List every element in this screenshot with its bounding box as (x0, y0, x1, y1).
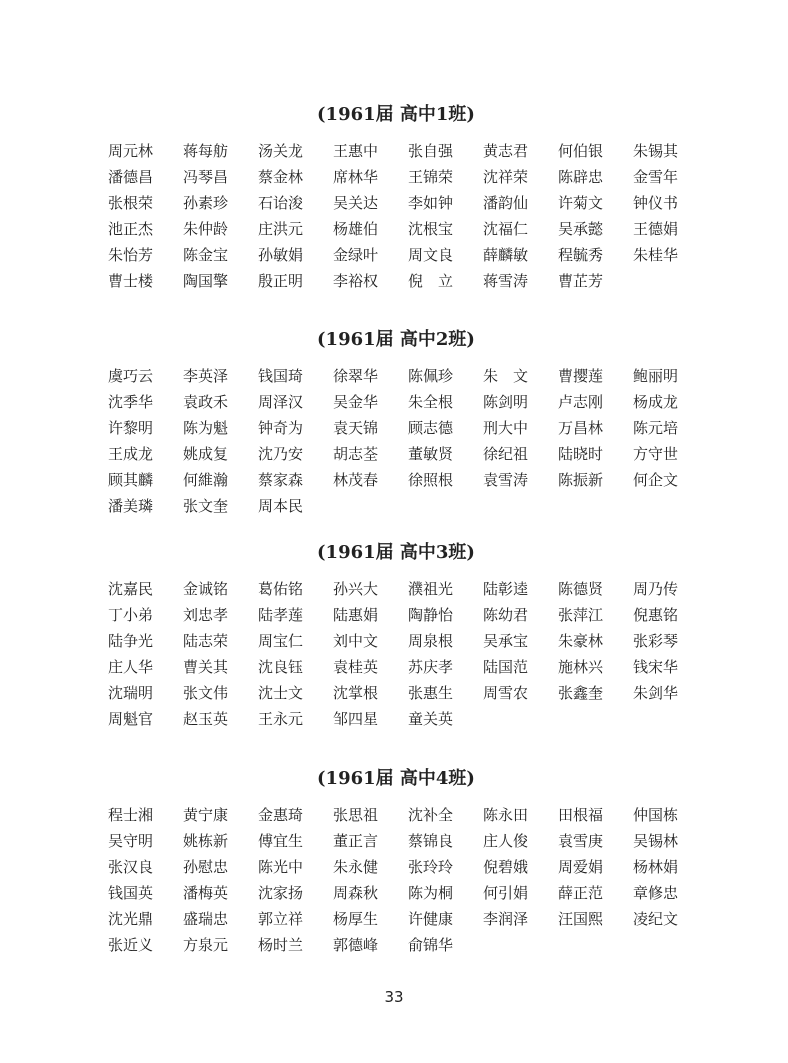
student-name: 鲍丽明 (633, 367, 679, 385)
student-name: 陶静怡 (408, 606, 454, 624)
student-name: 汪国熙 (558, 910, 604, 928)
student-name: 冯琴昌 (183, 168, 229, 186)
student-name: 胡志荃 (333, 445, 379, 463)
class-section-1 (0, 100, 788, 290)
name-grid (108, 363, 708, 519)
section-title: (1961届 高中1班) (317, 104, 475, 125)
student-name: 张玲玲 (408, 858, 454, 876)
student-name: 周元林 (108, 142, 154, 160)
student-name: 姚成复 (183, 445, 229, 463)
student-name: 徐照根 (408, 471, 454, 489)
student-name: 陆彰逵 (483, 580, 529, 598)
student-name: 朱桂华 (633, 246, 679, 264)
student-name: 张鑫奎 (558, 684, 604, 702)
student-name: 傅宜生 (258, 832, 304, 850)
student-name: 方泉元 (183, 936, 229, 954)
student-name: 倪惠铭 (633, 606, 679, 624)
student-name: 杨厚生 (333, 910, 379, 928)
student-name: 童关英 (408, 710, 454, 728)
student-name: 吴承宝 (483, 632, 529, 650)
student-name: 曹关其 (183, 658, 229, 676)
student-name: 庄人华 (108, 658, 154, 676)
student-name: 方守世 (633, 445, 679, 463)
student-name: 沈根宝 (408, 220, 454, 238)
student-name: 金惠琦 (258, 806, 304, 824)
student-name: 仲国栋 (633, 806, 679, 824)
student-name: 沈祥荣 (483, 168, 529, 186)
student-name: 倪碧娥 (483, 858, 529, 876)
section-title: (1961届 高中2班) (317, 329, 475, 350)
student-name: 朱仲龄 (183, 220, 229, 238)
student-name: 程毓秀 (558, 246, 604, 264)
student-name: 施林兴 (558, 658, 604, 676)
student-name: 杨林娟 (633, 858, 679, 876)
class-section-4 (0, 764, 788, 954)
student-name: 凌纪文 (633, 910, 679, 928)
student-name: 杨成龙 (633, 393, 679, 411)
student-name: 赵玉英 (183, 710, 229, 728)
name-grid (108, 802, 708, 958)
student-name: 陆孝莲 (258, 606, 304, 624)
student-name: 卢志刚 (558, 393, 604, 411)
student-name: 袁桂英 (333, 658, 379, 676)
student-name: 袁雪庚 (558, 832, 604, 850)
student-name: 金雪年 (633, 168, 679, 186)
student-name: 杨雄伯 (333, 220, 379, 238)
student-name: 袁雪涛 (483, 471, 529, 489)
student-name: 郭德峰 (333, 936, 379, 954)
student-name: 倪 立 (408, 272, 454, 290)
student-name: 徐翠华 (333, 367, 379, 385)
student-name: 吴承懿 (558, 220, 604, 238)
student-name: 金诚铭 (183, 580, 229, 598)
student-name: 朱 文 (483, 367, 529, 385)
student-name: 曹芷芳 (558, 272, 604, 290)
student-name: 陈辟忠 (558, 168, 604, 186)
student-name: 黄宁康 (183, 806, 229, 824)
student-name: 许菊文 (558, 194, 604, 212)
student-name: 潘美璘 (108, 497, 154, 515)
student-name: 钱国英 (108, 884, 154, 902)
student-name: 朱豪林 (558, 632, 604, 650)
page-number: 33 (384, 988, 404, 1006)
student-name: 王德娟 (633, 220, 679, 238)
student-name: 薛正范 (558, 884, 604, 902)
student-name: 钟奇为 (258, 419, 304, 437)
student-name: 陆国范 (483, 658, 529, 676)
student-name: 李润泽 (483, 910, 529, 928)
student-name: 许健康 (408, 910, 454, 928)
student-name: 陈光中 (258, 858, 304, 876)
student-name: 杨时兰 (258, 936, 304, 954)
student-name: 俞锦华 (408, 936, 454, 954)
student-name: 陈元培 (633, 419, 679, 437)
name-grid (108, 576, 708, 732)
student-name: 庄人俊 (483, 832, 529, 850)
student-name: 蒋每舫 (183, 142, 229, 160)
student-name: 朱全根 (408, 393, 454, 411)
student-name: 何企文 (633, 471, 679, 489)
student-name: 沈瑞明 (108, 684, 154, 702)
student-name: 刑大中 (483, 419, 529, 437)
student-name: 沈掌根 (333, 684, 379, 702)
student-name: 蔡金林 (258, 168, 304, 186)
student-name: 沈光鼎 (108, 910, 154, 928)
student-name: 周魁官 (108, 710, 154, 728)
student-name: 吴锡林 (633, 832, 679, 850)
student-name: 孙敏娟 (258, 246, 304, 264)
student-name: 潘梅英 (183, 884, 229, 902)
student-name: 朱锡其 (633, 142, 679, 160)
student-name: 吴守明 (108, 832, 154, 850)
student-name: 陈剑明 (483, 393, 529, 411)
student-name: 张文伟 (183, 684, 229, 702)
student-name: 王成龙 (108, 445, 154, 463)
student-name: 袁政禾 (183, 393, 229, 411)
student-name: 万昌林 (558, 419, 604, 437)
student-name: 孙素珍 (183, 194, 229, 212)
student-name: 陈永田 (483, 806, 529, 824)
student-name: 沈嘉民 (108, 580, 154, 598)
student-name: 程士湘 (108, 806, 154, 824)
student-name: 周泉根 (408, 632, 454, 650)
student-name: 庄洪元 (258, 220, 304, 238)
student-name: 周泽汉 (258, 393, 304, 411)
student-name: 周爱娟 (558, 858, 604, 876)
student-name: 潘德昌 (108, 168, 154, 186)
student-name: 吴金华 (333, 393, 379, 411)
student-name: 陆志荣 (183, 632, 229, 650)
student-name: 钱国琦 (258, 367, 304, 385)
student-name: 王惠中 (333, 142, 379, 160)
student-name: 席林华 (333, 168, 379, 186)
student-name: 章修忠 (633, 884, 679, 902)
student-name: 沈乃安 (258, 445, 304, 463)
student-name: 何維瀚 (183, 471, 229, 489)
student-name: 陶国擎 (183, 272, 229, 290)
student-name: 王锦荣 (408, 168, 454, 186)
student-name: 蔡锦良 (408, 832, 454, 850)
student-name: 盛瑞忠 (183, 910, 229, 928)
student-name: 薛麟敏 (483, 246, 529, 264)
student-name: 潘韵仙 (483, 194, 529, 212)
student-name: 姚栋新 (183, 832, 229, 850)
student-name: 虞巧云 (108, 367, 154, 385)
student-name: 陈幼君 (483, 606, 529, 624)
student-name: 袁天锦 (333, 419, 379, 437)
student-name: 钟仪书 (633, 194, 679, 212)
student-name: 曹撄莲 (558, 367, 604, 385)
student-name: 池正杰 (108, 220, 154, 238)
student-name: 张近义 (108, 936, 154, 954)
student-name: 张惠生 (408, 684, 454, 702)
student-name: 蒋雪涛 (483, 272, 529, 290)
student-name: 孙慰忠 (183, 858, 229, 876)
student-name: 顾志德 (408, 419, 454, 437)
student-name: 何伯银 (558, 142, 604, 160)
section-title: (1961届 高中4班) (317, 768, 475, 789)
student-name: 李英泽 (183, 367, 229, 385)
student-name: 周文良 (408, 246, 454, 264)
student-name: 陈金宝 (183, 246, 229, 264)
student-name: 李如钟 (408, 194, 454, 212)
student-name: 徐纪祖 (483, 445, 529, 463)
student-name: 董敏贤 (408, 445, 454, 463)
student-name: 张根荣 (108, 194, 154, 212)
student-name: 刘中文 (333, 632, 379, 650)
student-name: 朱剑华 (633, 684, 679, 702)
student-name: 朱永健 (333, 858, 379, 876)
student-name: 林茂春 (333, 471, 379, 489)
student-name: 周乃传 (633, 580, 679, 598)
student-name: 李裕权 (333, 272, 379, 290)
student-name: 殷正明 (258, 272, 304, 290)
student-name: 沈士文 (258, 684, 304, 702)
student-name: 张文奎 (183, 497, 229, 515)
student-name: 周本民 (258, 497, 304, 515)
student-name: 张汉良 (108, 858, 154, 876)
student-name: 沈季华 (108, 393, 154, 411)
student-name: 陈德贤 (558, 580, 604, 598)
student-name: 张彩琴 (633, 632, 679, 650)
student-name: 吴关达 (333, 194, 379, 212)
student-name: 陈为桐 (408, 884, 454, 902)
name-grid (108, 138, 708, 294)
student-name: 曹士楼 (108, 272, 154, 290)
student-name: 周森秋 (333, 884, 379, 902)
student-name: 周宝仁 (258, 632, 304, 650)
student-name: 沈良钰 (258, 658, 304, 676)
student-name: 丁小弟 (108, 606, 154, 624)
student-name: 朱怡芳 (108, 246, 154, 264)
student-name: 沈家扬 (258, 884, 304, 902)
student-name: 汤关龙 (258, 142, 304, 160)
student-name: 陆惠娟 (333, 606, 379, 624)
student-name: 金绿叶 (333, 246, 379, 264)
student-name: 沈福仁 (483, 220, 529, 238)
student-name: 陆争光 (108, 632, 154, 650)
student-name: 蔡家森 (258, 471, 304, 489)
student-name: 顾其麟 (108, 471, 154, 489)
student-name: 陆晓时 (558, 445, 604, 463)
student-name: 何引娟 (483, 884, 529, 902)
student-name: 黄志君 (483, 142, 529, 160)
student-name: 陈振新 (558, 471, 604, 489)
student-name: 濮祖光 (408, 580, 454, 598)
student-name: 许黎明 (108, 419, 154, 437)
student-name: 沈补全 (408, 806, 454, 824)
student-name: 张萍江 (558, 606, 604, 624)
student-name: 王永元 (258, 710, 304, 728)
student-name: 周雪农 (483, 684, 529, 702)
student-name: 田根福 (558, 806, 604, 824)
student-name: 刘忠孝 (183, 606, 229, 624)
class-section-3 (0, 538, 788, 728)
class-section-2 (0, 325, 788, 515)
student-name: 石诒浚 (258, 194, 304, 212)
student-name: 葛佑铭 (258, 580, 304, 598)
section-title: (1961届 高中3班) (317, 542, 475, 563)
student-name: 董正言 (333, 832, 379, 850)
student-name: 邹四星 (333, 710, 379, 728)
student-name: 张思祖 (333, 806, 379, 824)
student-name: 孙兴大 (333, 580, 379, 598)
student-name: 陈佩珍 (408, 367, 454, 385)
student-name: 郭立祥 (258, 910, 304, 928)
student-name: 苏庆孝 (408, 658, 454, 676)
student-name: 陈为魁 (183, 419, 229, 437)
student-name: 张自强 (408, 142, 454, 160)
student-name: 钱宋华 (633, 658, 679, 676)
